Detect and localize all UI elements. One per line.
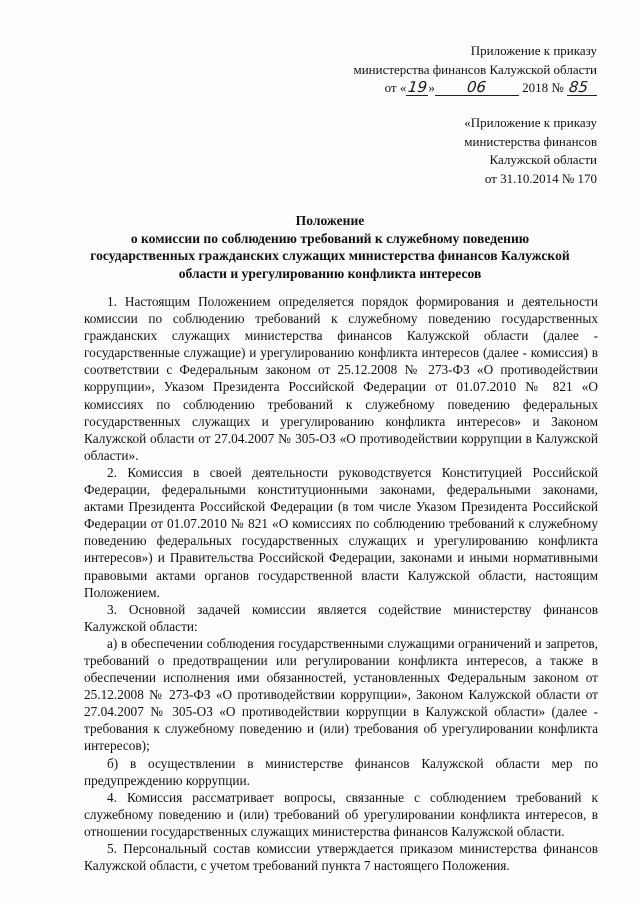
order-appendix-header xyxy=(353,42,597,98)
date-separator: » xyxy=(428,80,435,95)
date-day-field xyxy=(406,80,428,96)
title-line-1: Положение xyxy=(295,213,365,228)
handwritten-order-number: 85 xyxy=(568,78,590,96)
title-line-4: области и урегулированию конфликта интересов xyxy=(178,265,482,281)
document-title xyxy=(60,212,600,282)
date-year: 2018 № xyxy=(522,80,564,95)
handwritten-day: 19 xyxy=(406,78,428,96)
order-number-field xyxy=(567,80,597,96)
prior-appendix-header xyxy=(464,114,597,188)
prior-date-line: от 31.10.2014 № 170 xyxy=(484,170,597,186)
handwritten-month: 06 xyxy=(466,78,488,96)
paragraph-5: 5. Персональный состав комиссии утверждается приказом министерства финансов Калужской области, с учетом требований пункта 7 настоящего Положения. xyxy=(84,841,598,874)
appendix-label: Приложение к приказу xyxy=(470,43,597,58)
prior-ministry-line: министерства финансов xyxy=(464,133,597,149)
ministry-name: министерства финансов Калужской области xyxy=(353,61,597,77)
date-prefix: от « xyxy=(384,80,407,95)
paragraph-1: 1. Настоящим Положением определяется порядок формирования и деятельности комиссии по соблюдению требований к служебному поведению государственных гражданских служащих министерства финансов Калужской области (далее - государственные служащие) и урегулированию конфликта интересов (далее - комиссия) в соответствии с Федеральным законом от 25.12.2008 № 273-ФЗ «О противодействии коррупции», Указом Президента Российской Федерации от 01.07.2010 № 821 «О комиссиях по соблюдению требований к служебному поведению федеральных государственных служащих и урегулированию конфликта интересов» и Законом Калужской области от 27.04.2007 № 305-ОЗ «О противодействии коррупции в Калужской области». xyxy=(84,294,598,463)
date-month-field xyxy=(435,80,519,96)
title-line-3: государственных гражданских служащих министерства финансов Калужской xyxy=(90,248,570,263)
paragraph-2: 2. Комиссия в своей деятельности руководствуется Конституцией Российской Федерации, федеральными конституционными законами, федеральными законами, актами Президента Российской Федерации (в том числе Указом Президента Российской Федерации от 01.07.2010 № 821 «О комиссиях по соблюдению требований к служебному поведению федеральных государственных служащих и урегулированию конфликта интересов») и Правительства Российской Федерации, законами и иными нормативными правовыми актами органов государственной власти Калужской области, настоящим Положением. xyxy=(84,464,598,600)
prior-appendix-label: «Приложение к приказу xyxy=(464,115,597,130)
paragraph-3a: а) в обеспечении соблюдения государственными служащими ограничений и запретов, требований о предотвращении или регулировании конфликта интересов, а также в обеспечении исполнения ими обязанностей, установленных Федеральным законом от 25.12.2008 № 273-ФЗ «О противодействии коррупции», Законом Калужской области от 27.04.2007 № 305-ОЗ «О противодействии коррупции в Калужской области» (далее - требования к служебному поведению и (или) требования об урегулировании конфликта интересов); xyxy=(84,635,598,754)
title-line-2: о комиссии по соблюдению требований к служебному поведению xyxy=(130,230,530,246)
document-body xyxy=(84,293,598,874)
paragraph-4: 4. Комиссия рассматривает вопросы, связанные с соблюдением требований к служебному поведению и (или) требований об урегулировании конфликта интересов, в отношении государственных служащих министерства финансов Калужской области. xyxy=(84,789,598,839)
prior-region-line: Калужской области xyxy=(489,152,597,167)
order-date-line xyxy=(353,79,597,98)
paragraph-3: 3. Основной задачей комиссии является содействие министерству финансов Калужской области: xyxy=(84,601,598,634)
paragraph-3b: б) в осуществлении в министерстве финансов Калужской области мер по предупреждению коррупции. xyxy=(84,755,598,788)
